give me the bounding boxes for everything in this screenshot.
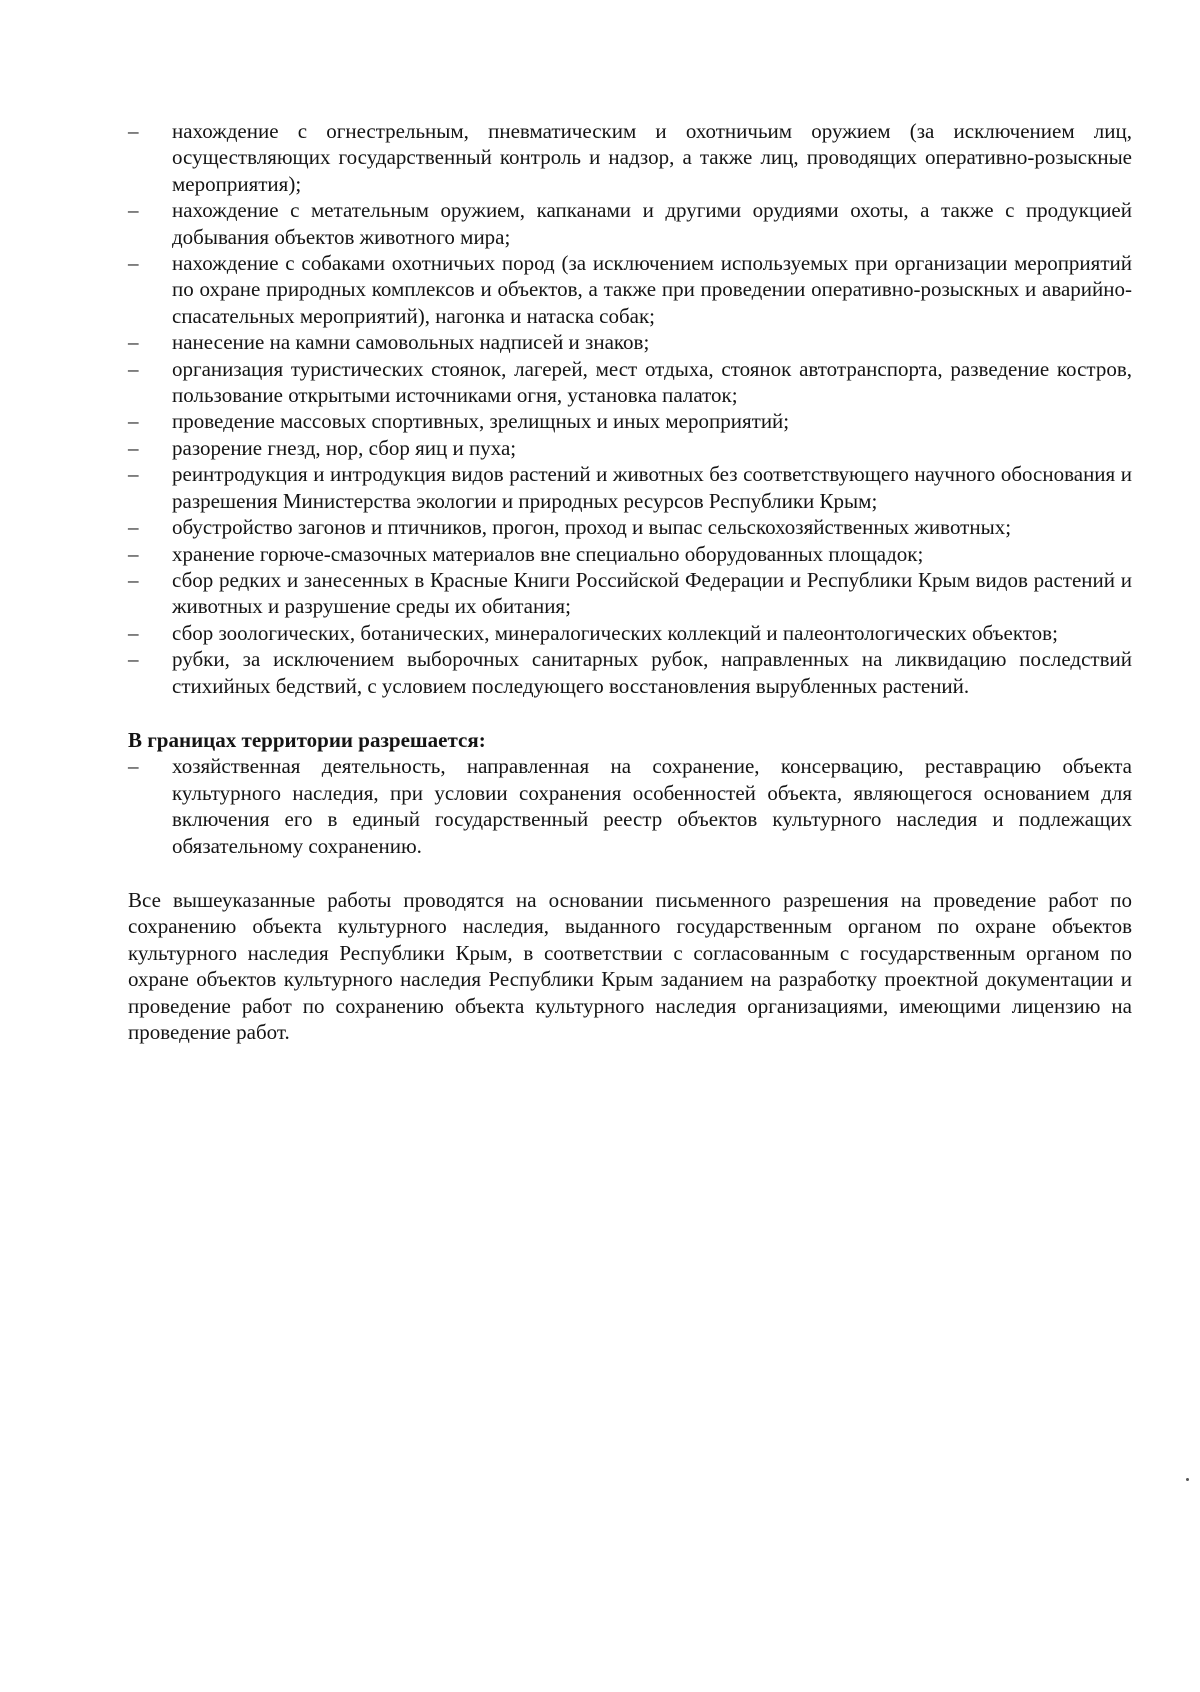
- dash-bullet: –: [128, 541, 139, 566]
- dash-bullet: –: [128, 409, 139, 434]
- document-body: [128, 118, 1132, 1045]
- list-item: [128, 646, 1132, 699]
- allowed-section-heading: В границах территории разрешается:: [128, 727, 486, 752]
- dash-bullet: –: [128, 754, 139, 779]
- list-item-text: обустройство загонов и птичников, прогон, проход и выпас сельскохозяйственных животных;: [172, 515, 1012, 540]
- dash-bullet: –: [128, 251, 139, 276]
- list-item-text: нахождение с огнестрельным, пневматическим и охотничьим оружием (за исключением лиц, осуществляющих государственный контроль и надзор, а также лиц, проводящих оперативно-розыскные мероприятия);: [172, 119, 1132, 196]
- dash-bullet: –: [128, 330, 139, 355]
- list-item: [128, 197, 1132, 250]
- list-item-text: хранение горюче-смазочных материалов вне специально оборудованных площадок;: [172, 541, 924, 566]
- dash-bullet: –: [128, 198, 139, 223]
- dash-bullet: –: [128, 515, 139, 540]
- list-item: [128, 461, 1132, 514]
- dash-bullet: –: [128, 356, 139, 381]
- list-item-text: организация туристических стоянок, лагерей, мест отдыха, стоянок автотранспорта, разведение костров, пользование открытыми источниками огня, установка палаток;: [172, 356, 1132, 408]
- prohibited-activities-list: [128, 118, 1132, 699]
- dash-bullet: –: [128, 567, 139, 592]
- list-item-text: нанесение на камни самовольных надписей и знаков;: [172, 330, 650, 355]
- list-item-text: разорение гнезд, нор, сбор яиц и пуха;: [172, 435, 517, 460]
- list-item-text: реинтродукция и интродукция видов растений и животных без соответствующего научного обоснования и разрешения Министерства экологии и природных ресурсов Республики Крым;: [172, 462, 1132, 513]
- closing-paragraph: Все вышеуказанные работы проводятся на основании письменного разрешения на проведение работ по сохранению объекта культурного наследия, выданного государственным органом по охране объектов культурного наследия Республики Крым, в соответствии с согласованным с государственным органом по охране объектов культурного наследия Республики Крым заданием на разработку проектной документации и проведение работ по сохранению объекта культурного наследия организациями, имеющими лицензию на проведение работ.: [128, 887, 1132, 1044]
- dash-bullet: –: [128, 462, 139, 487]
- list-item: [128, 408, 1132, 434]
- dash-bullet: –: [128, 435, 139, 460]
- list-item: [128, 435, 1132, 461]
- list-item: [128, 620, 1132, 646]
- list-item: [128, 514, 1132, 540]
- list-item-text: сбор редких и занесенных в Красные Книги Российской Федерации и Республики Крым видов растений и животных и разрушение среды их обитания;: [172, 567, 1132, 619]
- dash-bullet: –: [128, 119, 139, 143]
- list-item-text: нахождение с собаками охотничьих пород (за исключением используемых при организации мероприятий по охране природных комплексов и объектов, а также при проведении оперативно-розыскных и аварийно-спасательных мероприятий), нагонка и натаска собак;: [172, 251, 1132, 328]
- allowed-activities-list: [128, 753, 1132, 859]
- list-item: [128, 567, 1132, 620]
- dash-bullet: –: [128, 647, 139, 672]
- list-item-text: сбор зоологических, ботанических, минералогических коллекций и палеонтологических объектов;: [172, 620, 1058, 645]
- list-item-text: нахождение с метательным оружием, капканами и другими орудиями охоты, а также с продукцией добывания объектов животного мира;: [172, 198, 1132, 249]
- list-item: [128, 118, 1132, 197]
- list-item: [128, 329, 1132, 355]
- list-item: [128, 541, 1132, 567]
- list-item-text: хозяйственная деятельность, направленная на сохранение, консервацию, реставрацию объекта культурного наследия, при условии сохранения особенностей объекта, являющегося основанием для включения его в единый государственный реестр объектов культурного наследия и подлежащих обязательному сохранению.: [172, 754, 1132, 858]
- list-item: [128, 250, 1132, 329]
- list-item-text: проведение массовых спортивных, зрелищных и иных мероприятий;: [172, 409, 790, 434]
- dash-bullet: –: [128, 620, 139, 645]
- list-item-text: рубки, за исключением выборочных санитарных рубок, направленных на ликвидацию последствий стихийных бедствий, с условием последующего восстановления вырубленных растений.: [172, 647, 1132, 698]
- scan-artifact-mark: [1186, 1478, 1189, 1481]
- list-item: [128, 753, 1132, 859]
- list-item: [128, 356, 1132, 409]
